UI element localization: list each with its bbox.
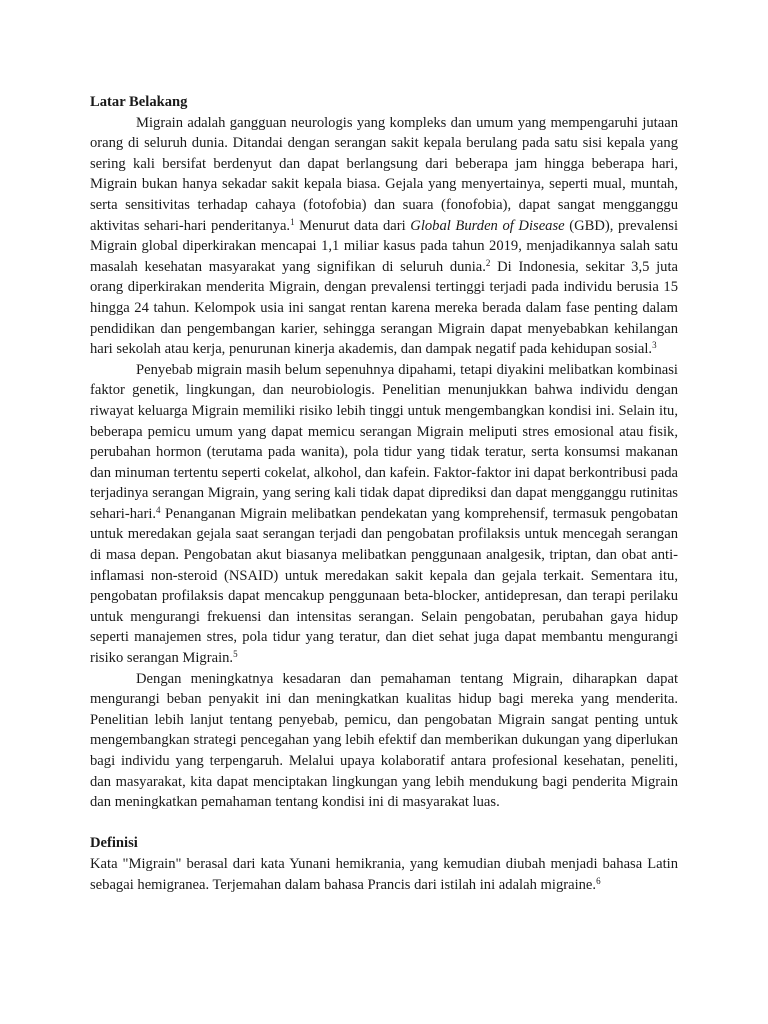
section-spacer [90,813,678,834]
footnote-ref-6[interactable]: 6 [596,875,601,886]
paragraph-definisi-text: Kata "Migrain" berasal dari kata Yunani hemikrania, yang kemudian diubah menjadi bahasa Latin sebagai hemigranea. Terjemahan dalam bahasa Prancis dari istilah ini adalah migraine. [90,855,678,893]
paragraph-1-text-a: Migrain adalah gangguan neurologis yang kompleks dan umum yang mempengaruhi jutaan orang di seluruh dunia. Ditandai dengan serangan sakit kepala berulang pada satu sisi kepala yang sering kali bersifat berdenyut dan dapat berlangsung dari beberapa jam hingga beberapa hari, Migrain bukan hanya sekadar sakit kepala biasa. Gejala yang menyertainya, seperti mual, muntah, serta sensitivitas terhadap cahaya (fotofobia) dan suara (fonofobia), dapat sangat mengganggu aktivitas sehari-hari penderitanya. [90,114,678,234]
paragraph-2-text-b: Penanganan Migrain melibatkan pendekatan yang komprehensif, termasuk pengobatan untuk meredakan gejala saat serangan terjadi dan pengobatan profilaksis untuk mencegah serangan di masa depan. Pengobatan akut biasanya melibatkan penggunaan analgesik, triptan, dan obat anti-inflamasi non-steroid (NSAID) untuk meredakan sakit kepala dan gejala terkait. Sementara itu, pengobatan profilaksis dapat mencakup penggunaan beta-blocker, antidepresan, dan terapi perilaku untuk mengurangi frekuensi dan intensitas serangan. Selain pengobatan, perubahan gaya hidup seperti manajemen stres, pola tidur yang teratur, dan diet sehat juga dapat membantu mengurangi risiko serangan Migrain. [90,505,678,667]
section-heading-definisi: Definisi [90,835,138,852]
footnote-ref-3[interactable]: 3 [652,340,657,351]
italic-gbd-title: Global Burden of Disease [410,217,565,234]
footnote-ref-2[interactable]: 2 [485,257,491,268]
paragraph-3: Dengan meningkatnya kesadaran dan pemahaman tentang Migrain, diharapkan dapat mengurangi beban penyakit ini dan meningkatkan kualitas hidup bagi mereka yang menderita. Penelitian lebih lanjut tentang penyebab, pemicu, dan pengobatan Migrain sangat penting untuk mengembangkan strategi pencegahan yang lebih efektif dan memberikan dukungan yang diperlukan bagi individu yang terpengaruh. Melalui upaya kolaboratif antara profesional kesehatan, peneliti, dan masyarakat, kita dapat menciptakan lingkungan yang lebih mendukung bagi penderita Migrain dan meningkatkan pemahaman tentang kondisi ini di masyarakat luas. [90,670,678,811]
paragraph-1-text-c: (GBD), prevalensi Migrain global diperkirakan mencapai 1,1 miliar kasus pada tahun 2019, menjadikannya salah satu masalah kesehatan masyarakat yang signifikan di seluruh dunia. [90,217,678,275]
paragraph-1-text-d: Di Indonesia, sekitar 3,5 juta orang diperkirakan menderita Migrain, dengan prevalensi tertinggi terjadi pada individu berusia 15 hingga 24 tahun. Kelompok usia ini sangat rentan karena mereka berada dalam fase penting dalam pendidikan dan pengembangan karier, sehingga serangan Migrain dapat menyebabkan kehilangan hari sekolah atau kerja, penurunan kinerja akademis, dan dampak negatif pada kehidupan sosial. [90,258,678,358]
footnote-ref-1[interactable]: 1 [290,216,295,227]
paragraph-definisi [90,854,678,895]
paragraph-1 [90,113,678,360]
paragraph-1-text-b: Menurut data dari [294,217,411,234]
section-heading-latar-belakang: Latar Belakang [90,94,188,110]
paragraph-2-text-a: Penyebab migrain masih belum sepenuhnya dipahami, tetapi diyakini melibatkan kombinasi faktor genetik, lingkungan, dan neurobiologis. Penelitian menunjukkan bahwa individu dengan riwayat keluarga Migrain memiliki risiko lebih tinggi untuk mengembangkan kondisi ini. Selain itu, beberapa pemicu umum yang dapat memicu serangan Migrain meliputi stres emosional atau fisik, perubahan hormon (terutama pada wanita), pola tidur yang tidak teratur, serta konsumsi makanan dan minuman tertentu seperti cokelat, alkohol, dan kafein. Faktor-faktor ini dapat berkontribusi pada terjadinya serangan Migrain, yang sering kali tidak dapat diprediksi dan dapat mengganggu rutinitas sehari-hari. [90,361,678,522]
footnote-ref-5[interactable]: 5 [233,649,238,660]
document-page [90,92,678,895]
footnote-ref-4[interactable]: 4 [156,504,161,515]
paragraph-2 [90,360,678,669]
